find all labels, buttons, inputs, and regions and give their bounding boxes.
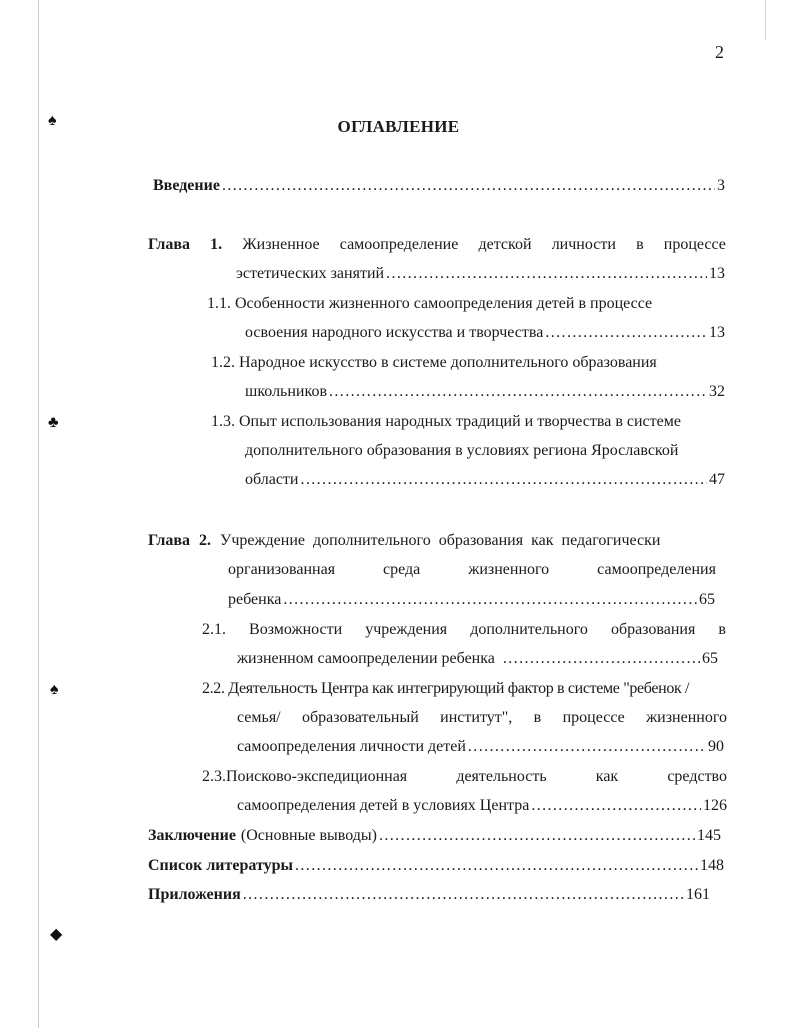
toc-word: среда	[383, 561, 421, 578]
toc-text: 1.3. Опыт использования народных традиций и творчества в системе	[211, 413, 681, 430]
toc-word: 2.3.Поисково-экспедиционная	[202, 768, 408, 785]
toc-page: 90	[708, 738, 724, 755]
toc-word: дополнительного	[470, 621, 588, 638]
toc-page: 3	[717, 177, 725, 194]
toc-page: 13	[709, 324, 725, 341]
toc-word: в	[636, 236, 644, 253]
toc-text: 1.2. Народное искусство в системе дополнительного образования	[211, 354, 657, 371]
page-number: 2	[715, 42, 724, 62]
toc-word: детской	[478, 236, 532, 253]
toc-word: учреждения	[365, 621, 448, 638]
toc-leader	[283, 591, 697, 609]
toc-word: 2.1.	[202, 621, 226, 638]
toc-word: как	[595, 768, 619, 785]
toc-word: жизненного	[468, 561, 550, 578]
toc-page: 65	[699, 591, 715, 608]
toc-chapter2-line1[interactable]	[148, 532, 716, 550]
toc-word: институт",	[440, 709, 513, 726]
toc-leader	[503, 650, 700, 668]
scan-edge-line	[38, 0, 39, 1028]
toc-section-1-3-line1[interactable]	[211, 413, 726, 431]
toc-entry-conclusion[interactable]	[148, 827, 721, 845]
toc-word: образования	[610, 621, 696, 638]
toc-word: Возможности	[249, 621, 343, 638]
toc-leader	[222, 177, 715, 195]
toc-section-1-1-line1[interactable]	[207, 295, 726, 313]
toc-word: личности	[551, 236, 616, 253]
toc-label: Приложения	[148, 886, 241, 903]
toc-section-1-1-line2[interactable]	[245, 324, 725, 342]
toc-leader	[379, 827, 695, 845]
toc-page: 148	[700, 857, 724, 874]
toc-section-2-3-line1[interactable]	[202, 768, 727, 786]
toc-leader	[295, 857, 698, 875]
toc-word: в	[533, 709, 542, 726]
scan-speck: ◆	[50, 926, 63, 943]
toc-leader	[531, 797, 701, 815]
toc-word: процессе	[663, 236, 726, 253]
toc-label: Введение	[153, 177, 220, 194]
chapter-number: 2.	[199, 532, 211, 549]
chapter-label: Глава	[148, 532, 190, 549]
toc-section-2-3-line2[interactable]	[237, 797, 727, 815]
toc-word: образовательный	[302, 709, 419, 726]
toc-text: дополнительного образования в условиях региона Ярославской	[245, 442, 679, 459]
toc-word: жизненного	[646, 709, 727, 726]
toc-word: организованная	[228, 561, 336, 578]
toc-page: 13	[709, 265, 725, 282]
toc-leader	[545, 324, 707, 342]
toc-page: 161	[686, 886, 710, 903]
toc-word: самоопределение	[339, 236, 459, 253]
toc-word: в	[718, 621, 726, 638]
toc-page: 145	[697, 827, 721, 844]
toc-label: Список литературы	[148, 857, 293, 874]
scan-speck: ♠	[48, 112, 57, 129]
toc-text: освоения народного искусства и творчества	[245, 324, 544, 341]
toc-section-2-2-line2[interactable]	[237, 709, 727, 727]
chapter-label: Глава	[148, 236, 190, 253]
scan-edge-line	[765, 0, 766, 40]
toc-page: 126	[703, 797, 727, 814]
toc-section-1-2-line1[interactable]	[211, 354, 726, 372]
toc-section-1-3-line3[interactable]	[245, 471, 725, 489]
toc-word: деятельность	[456, 768, 547, 785]
toc-text: области	[245, 471, 299, 488]
toc-text: жизненном самоопределении ребенка	[237, 650, 495, 667]
toc-section-2-2-line1[interactable]	[202, 680, 728, 698]
toc-chapter2-line3[interactable]	[228, 591, 715, 609]
toc-leader	[243, 886, 684, 904]
toc-chapter1-line2[interactable]	[236, 265, 725, 283]
toc-text: (Основные выводы)	[240, 827, 377, 844]
scan-speck: ♠	[50, 681, 59, 698]
toc-word: средство	[667, 768, 727, 785]
toc-word: процессе	[562, 709, 625, 726]
toc-text: эстетических занятий	[236, 265, 385, 282]
toc-entry-intro[interactable]	[153, 177, 725, 195]
toc-text: Учреждение дополнительного образования как педагогически	[220, 532, 661, 549]
toc-text: школьников	[245, 383, 327, 400]
toc-section-2-1-line1[interactable]	[202, 621, 726, 639]
toc-leader	[300, 471, 707, 489]
toc-leader	[329, 383, 707, 401]
toc-text: самоопределения личности детей	[237, 738, 466, 755]
toc-label: Заключение	[148, 827, 236, 844]
chapter-number: 1.	[210, 236, 223, 253]
page-title: ОГЛАВЛЕНИЕ	[337, 117, 460, 136]
toc-text: 2.2. Деятельность Центра как интегрирующий фактор в системе "ребенок /	[202, 680, 690, 697]
toc-page: 47	[709, 471, 725, 488]
toc-section-2-2-line3[interactable]	[237, 738, 724, 756]
toc-page: 65	[702, 650, 718, 667]
toc-section-2-1-line2[interactable]	[237, 650, 718, 668]
toc-page: 32	[709, 383, 725, 400]
scan-speck: ♣	[48, 414, 59, 431]
toc-entry-appendices[interactable]	[148, 886, 710, 904]
toc-leader	[468, 738, 706, 756]
toc-text: самоопределения детей в условиях Центра	[237, 797, 530, 814]
toc-text: 1.1. Особенности жизненного самоопределения детей в процессе	[207, 295, 653, 312]
toc-word: Жизненное	[242, 236, 320, 253]
toc-word: самоопределения	[597, 561, 716, 578]
toc-leader	[386, 265, 707, 283]
toc-chapter1-line1[interactable]	[148, 236, 726, 254]
toc-section-1-2-line2[interactable]	[245, 383, 725, 401]
toc-entry-references[interactable]	[148, 857, 724, 875]
toc-text: ребенка	[228, 591, 282, 608]
toc-word: семья/	[237, 709, 281, 726]
toc-section-1-3-line2[interactable]	[245, 442, 726, 460]
toc-chapter2-line2[interactable]	[228, 561, 716, 579]
